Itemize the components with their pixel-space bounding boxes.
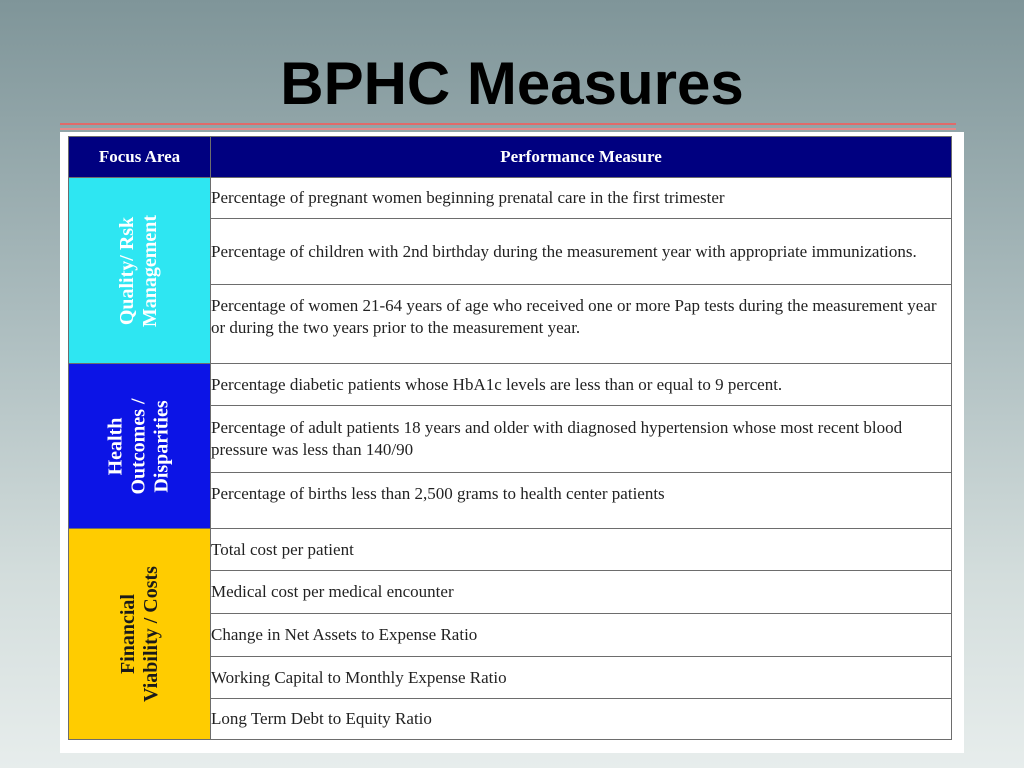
- table-row: [69, 529, 952, 571]
- slide-title: BPHC Measures: [280, 50, 744, 117]
- focus-area-health-outcomes-disparities: [69, 364, 211, 529]
- bphc-measures-table: [68, 136, 952, 740]
- focus-area-financial-viability-costs: [69, 529, 211, 740]
- measure-hypertension-control: Percentage of adult patients 18 years and older with diagnosed hypertension whose most recent blood pressure was less than 140/90: [211, 406, 952, 473]
- measure-working-capital-ratio: Working Capital to Monthly Expense Ratio: [211, 657, 952, 699]
- table-panel: [60, 132, 964, 753]
- measure-medical-cost-per-encounter: Medical cost per medical encounter: [211, 571, 952, 614]
- header-focus-area: Focus Area: [69, 137, 211, 178]
- focus-area-quality-risk-management: [69, 178, 211, 364]
- measure-prenatal-care: Percentage of pregnant women beginning prenatal care in the first trimester: [211, 178, 952, 219]
- focus-area-label-line: Outcomes /: [128, 397, 150, 495]
- table-row: [69, 178, 952, 219]
- measure-child-immunizations: Percentage of children with 2nd birthday during the measurement year with appropriate immunizations.: [211, 219, 952, 285]
- measure-debt-to-equity-ratio: Long Term Debt to Equity Ratio: [211, 699, 952, 740]
- focus-area-label-line: Management: [139, 214, 162, 327]
- focus-area-label-line: Viability / Costs: [139, 566, 162, 702]
- measure-diabetic-hba1c: Percentage diabetic patients whose HbA1c levels are less than or equal to 9 percent.: [211, 364, 952, 406]
- focus-area-label-line: Health: [105, 417, 127, 475]
- table-header-row: [69, 137, 952, 178]
- title-divider-bottom: [60, 128, 956, 130]
- focus-area-label-line: Quality/ Rsk: [116, 216, 139, 325]
- focus-area-label-line: Disparities: [151, 399, 173, 493]
- measure-pap-tests: Percentage of women 21-64 years of age who received one or more Pap tests during the measurement year or during the two years prior to the measurement year.: [211, 285, 952, 364]
- title-divider-top: [60, 123, 956, 125]
- table-row: [69, 364, 952, 406]
- header-performance-measure: Performance Measure: [211, 137, 952, 178]
- measure-total-cost-per-patient: Total cost per patient: [211, 529, 952, 571]
- measure-net-assets-expense-ratio: Change in Net Assets to Expense Ratio: [211, 614, 952, 657]
- measure-low-birth-weight: Percentage of births less than 2,500 grams to health center patients: [211, 473, 952, 529]
- focus-area-label-line: Financial: [116, 594, 139, 675]
